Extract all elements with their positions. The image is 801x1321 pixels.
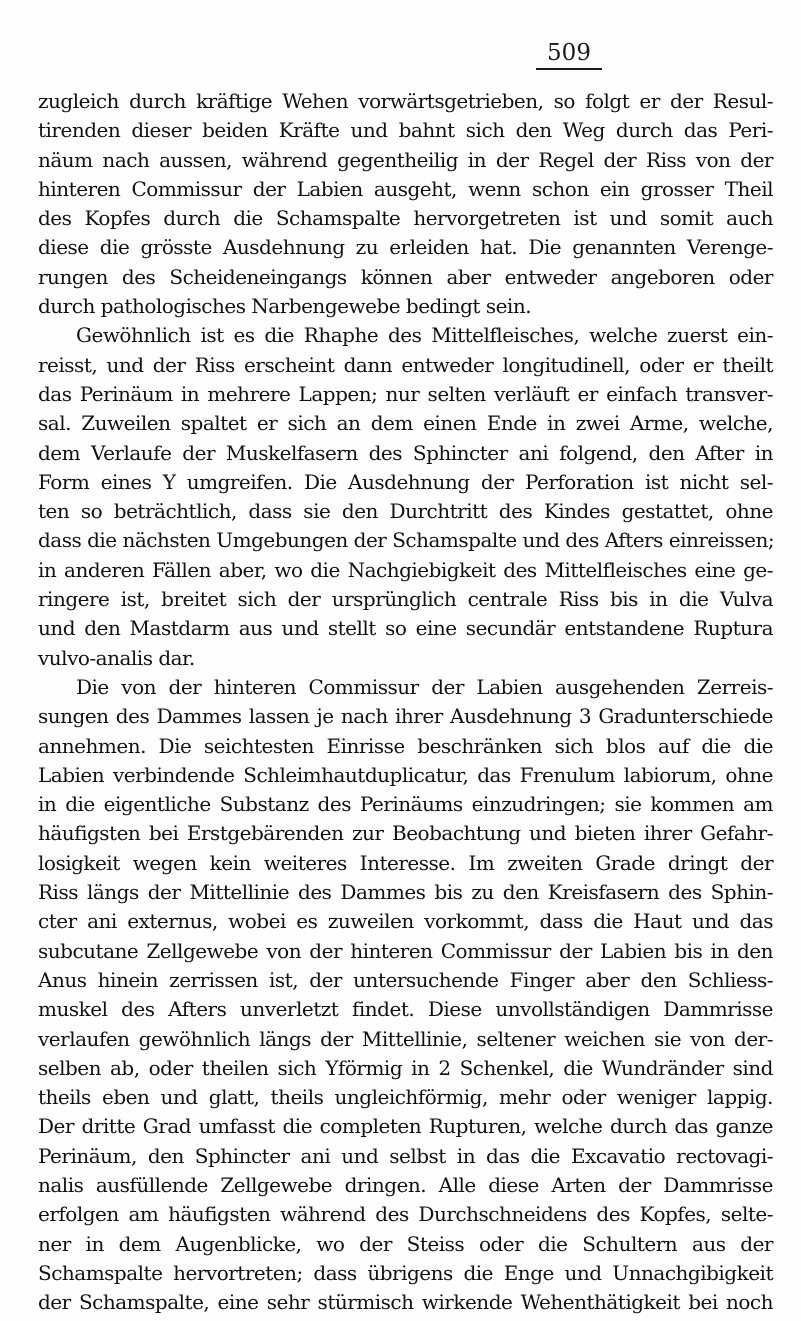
text-line: losigkeit wegen kein weiteres Interesse. Im zweiten Grade dringt der [38, 850, 773, 875]
text-line: diese die grösste Ausdehnung zu erleiden hat. Die genannten Verenge- [38, 235, 773, 260]
text-line: Labien verbindende Schleimhautduplicatur, das Frenulum labiorum, ohne [38, 762, 773, 787]
text-line: hinteren Commissur der Labien ausgeht, wenn schon ein grosser Theil [38, 176, 773, 201]
text-line: Gewöhnlich ist es die Rhaphe des Mittelfleisches, welche zuerst ein- [76, 323, 773, 348]
text-line: nalis ausfüllende Zellgewebe dringen. Alle diese Arten der Dammrisse [38, 1172, 773, 1197]
text-line: und den Mastdarm aus und stellt so eine secundär entstandene Ruptura [38, 616, 773, 641]
text-line: rungen des Scheideneingangs können aber entweder angeboren oder [38, 264, 773, 289]
text-line: dass die nächsten Umgebungen der Schamspalte und des Afters einreissen; [38, 528, 775, 553]
text-line: in anderen Fällen aber, wo die Nachgiebigkeit des Mittelfleisches eine ge- [38, 557, 773, 582]
text-line: sal. Zuweilen spaltet er sich an dem einen Ende in zwei Arme, welche, [38, 411, 773, 436]
text-line: der Schamspalte, eine sehr stürmisch wirkende Wehenthätigkeit bei noch [38, 1290, 773, 1315]
text-line: Der dritte Grad umfasst die completen Rupturen, welche durch das ganze [38, 1114, 773, 1139]
text-line: häufigsten bei Erstgebärenden zur Beobachtung und bieten ihrer Gefahr- [38, 821, 773, 846]
text-line: Riss längs der Mittellinie des Dammes bis zu den Kreisfasern des Sphin- [38, 880, 773, 905]
text-line: erfolgen am häufigsten während des Durchschneidens des Kopfes, selte- [38, 1202, 773, 1227]
text-line: durch pathologisches Narbengewebe bedingt sein. [38, 294, 532, 319]
text-line: selben ab, oder theilen sich Yförmig in 2 Schenkel, die Wundränder sind [38, 1055, 773, 1080]
body-text [38, 87, 773, 1317]
text-line: zugleich durch kräftige Wehen vorwärtsgetrieben, so folgt er der Resul- [38, 89, 773, 113]
text-line: Anus hinein zerrissen ist, der untersuchende Finger aber den Schliess- [38, 967, 773, 992]
text-line: ten so beträchtlich, dass sie den Durchtritt des Kindes gestattet, ohne [38, 499, 773, 524]
page-number: 509 [547, 40, 591, 66]
text-line: reisst, und der Riss erscheint dann entweder longitudinell, oder er theilt [38, 352, 773, 377]
text-line: Schamspalte hervortreten; dass übrigens die Enge und Unnachgibigkeit [38, 1260, 773, 1285]
text-line: ringere ist, breitet sich der ursprünglich centrale Riss bis in die Vulva [38, 587, 773, 612]
text-line: Form eines Y umgreifen. Die Ausdehnung der Perforation ist nicht sel- [38, 469, 773, 494]
text-line: vulvo-analis dar. [38, 645, 195, 670]
text-line: in die eigentliche Substanz des Perinäums einzudringen; sie kommen am [38, 792, 773, 817]
text-line: annehmen. Die seichtesten Einrisse beschränken sich blos auf die die [38, 733, 773, 758]
text-line: muskel des Afters unverletzt findet. Diese unvollständigen Dammrisse [38, 997, 773, 1022]
text-line: das Perinäum in mehrere Lappen; nur selten verläuft er einfach transver- [38, 381, 773, 406]
text-line: subcutane Zellgewebe von der hinteren Commissur der Labien bis in den [38, 938, 773, 963]
text-line: dem Verlaufe der Muskelfasern des Sphincter ani folgend, den After in [38, 440, 773, 465]
text-line: näum nach aussen, während gegentheilig in der Regel der Riss von der [38, 147, 773, 172]
text-line: verlaufen gewöhnlich längs der Mittellinie, seltener weichen sie von der- [38, 1026, 773, 1051]
text-line: cter ani externus, wobei es zuweilen vorkommt, dass die Haut und das [38, 909, 773, 934]
text-line: tirenden dieser beiden Kräfte und bahnt sich den Weg durch das Peri- [38, 118, 773, 143]
text-line: ner in dem Augenblicke, wo der Steiss oder die Schultern aus der [38, 1231, 773, 1256]
text-line: theils eben und glatt, theils ungleichförmig, mehr oder weniger lappig. [38, 1085, 773, 1110]
page-number-rule [536, 68, 602, 70]
text-line: Die von der hinteren Commissur der Labien ausgehenden Zerreis- [76, 674, 773, 699]
text-line: sungen des Dammes lassen je nach ihrer Ausdehnung 3 Gradunterschiede [38, 704, 773, 729]
text-line: Perinäum, den Sphincter ani und selbst in das die Excavatio rectovagi- [38, 1143, 773, 1168]
text-line: des Kopfes durch die Schamspalte hervorgetreten ist und somit auch [38, 206, 773, 231]
